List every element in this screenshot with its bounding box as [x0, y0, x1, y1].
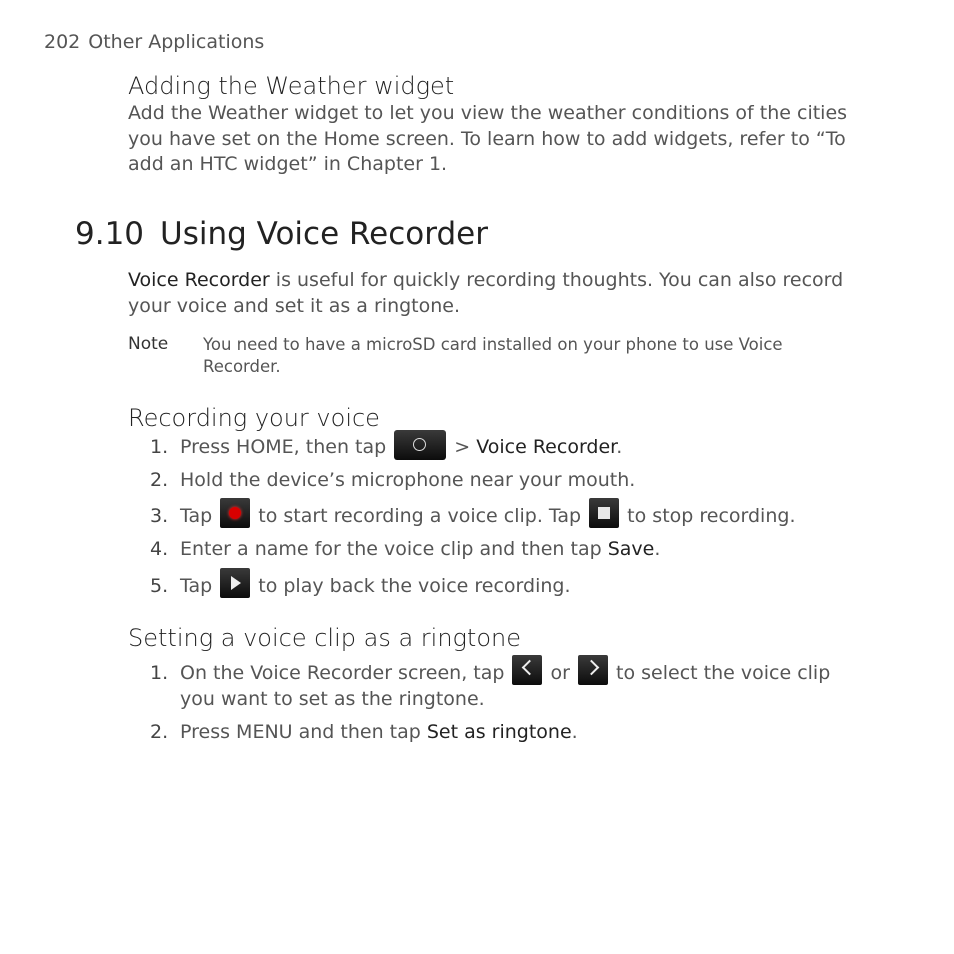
- step-number: 5.: [150, 575, 169, 597]
- step-text: to start recording a voice clip. Tap: [252, 505, 588, 527]
- step-number: 1.: [150, 436, 169, 458]
- section-title: [75, 216, 488, 252]
- step-number: 4.: [150, 538, 169, 560]
- step-text: Press MENU and then tap: [180, 721, 427, 743]
- step-number: 3.: [150, 505, 169, 527]
- step-number: 2.: [150, 721, 169, 743]
- all-apps-icon: [394, 430, 446, 460]
- step-text: to stop recording.: [621, 505, 796, 527]
- previous-icon: [512, 655, 542, 685]
- page-number: 202: [44, 31, 81, 53]
- step-text: to select the voice clip you want to set as the ringtone.: [180, 662, 831, 710]
- next-icon: [578, 655, 608, 685]
- chapter-name: Other Applications: [88, 31, 265, 53]
- step-text: Enter a name for the voice clip and then tap: [180, 538, 608, 560]
- recording-heading: Recording your voice: [128, 404, 380, 432]
- step-text: Press HOME, then tap: [180, 436, 393, 458]
- play-icon: [220, 568, 250, 598]
- note-label: Note: [128, 334, 169, 354]
- section-intro: [128, 268, 868, 319]
- step-text: or: [544, 662, 576, 684]
- step-text: to play back the voice recording.: [252, 575, 571, 597]
- note-text: You need to have a microSD card installed on your phone to use Voice Recorder.: [203, 335, 783, 376]
- step-text: .: [616, 436, 623, 458]
- step-text: Hold the device’s microphone near your mouth.: [180, 469, 636, 491]
- section-title-text: Using Voice Recorder: [160, 216, 488, 252]
- step-text: On the Voice Recorder screen, tap: [180, 662, 511, 684]
- stop-icon: [589, 498, 619, 528]
- ringtone-heading: Setting a voice clip as a ringtone: [128, 624, 521, 652]
- step-number: 2.: [150, 469, 169, 491]
- step-text: >: [448, 436, 477, 458]
- step-number: 1.: [150, 662, 169, 684]
- step-text: Tap: [180, 505, 219, 527]
- step-text: .: [654, 538, 661, 560]
- weather-heading: Adding the Weather widget: [128, 72, 455, 100]
- section-number: 9.10: [75, 216, 145, 252]
- step-button-name: Save: [607, 538, 655, 560]
- intro-app-name: Voice Recorder: [128, 269, 270, 291]
- step-app-name: Voice Recorder: [476, 436, 617, 458]
- page-header: [44, 31, 264, 53]
- record-icon: [220, 498, 250, 528]
- step-text: Tap: [180, 575, 219, 597]
- step-text: .: [571, 721, 578, 743]
- step-option-name: Set as ringtone: [426, 721, 572, 743]
- intro-text: is useful for quickly recording thoughts. You can also record your voice and set it as a ringtone.: [128, 269, 844, 317]
- weather-body: Add the Weather widget to let you view the weather conditions of the cities you have set on the Home screen. To learn how to add widgets, refer to “To add an HTC widget” in Chapter 1.: [128, 102, 848, 175]
